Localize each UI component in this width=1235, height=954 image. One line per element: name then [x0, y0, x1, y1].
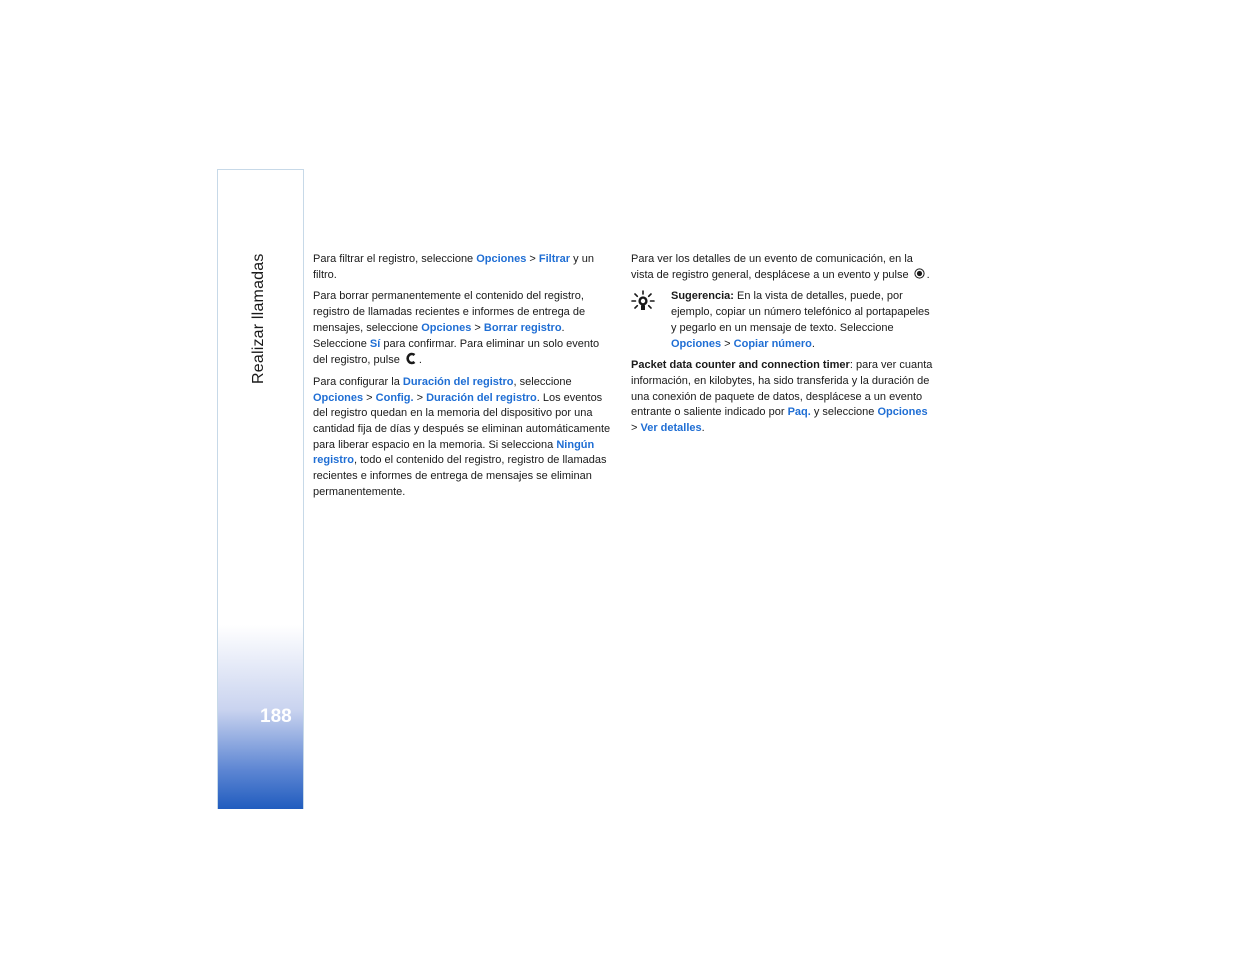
right-column: [631, 252, 933, 443]
left-column: [313, 252, 615, 507]
menu-borrar-registro: Borrar registro: [483, 321, 562, 334]
lightbulb-icon: [631, 290, 655, 312]
page-number: 188: [260, 706, 292, 727]
duration-paragraph: Para configurar la Duración del registro, seleccione Opciones > Config. > Duración del registro. Los eventos del registro quedan en la memoria del dispositivo por una cantidad fija de días y después se eliminan automáticamente para liberar espacio en la memoria. Si selecciona Ningún registro, todo el contenido del registro, registro de llamadas recientes e informes de entrega de mensajes se eliminan permanentemente.: [313, 375, 611, 498]
selection-key-icon: [914, 268, 925, 279]
menu-opciones: Opciones: [476, 253, 527, 265]
menu-opciones: Opciones: [877, 406, 928, 419]
menu-ver-detalles: Ver detalles: [640, 422, 702, 435]
menu-filtrar: Filtrar: [538, 253, 571, 265]
section-title: Realizar llamadas: [250, 253, 267, 384]
menu-opciones: Opciones: [313, 391, 364, 404]
tip-label: Sugerencia:: [671, 290, 734, 303]
menu-duracion-registro: Duración del registro: [426, 391, 537, 404]
option-si: Sí: [369, 337, 381, 350]
clear-key-icon: [405, 352, 417, 365]
tip-block: Sugerencia: En la vista de detalles, puede, por ejemplo, copiar un número telefónico al portapapeles y pegarlo en un mensaje de texto. Seleccione Opciones > Copiar número.: [631, 289, 933, 352]
details-paragraph: Para ver los detalles de un evento de comunicación, en la vista de registro general, desplácese a un evento y pulse .: [631, 253, 930, 281]
packet-data-heading: Packet data counter and connection timer: [631, 359, 850, 372]
packet-data-paragraph: Packet data counter and connection timer: para ver cuanta información, en kilobytes, ha sido transferida y la duración de una conexión de paquete de datos, desplácese a un evento entrante o saliente indicado por Paq. y seleccione Opciones > Ver detalles.: [631, 359, 933, 435]
indicator-paq: Paq.: [787, 406, 811, 419]
menu-opciones: Opciones: [671, 337, 722, 350]
delete-paragraph: Para borrar permanentemente el contenido del registro, registro de llamadas recientes e informes de entrega de mensajes, seleccione Opciones > Borrar registro. Seleccione Sí para confirmar. Para eliminar un solo evento del registro, pulse .: [313, 290, 600, 367]
menu-copiar-numero: Copiar número: [733, 337, 812, 350]
option-ningun-registro: Ningún registro: [313, 438, 595, 467]
menu-opciones: Opciones: [421, 321, 472, 334]
filter-paragraph: Para filtrar el registro, seleccione Opciones > Filtrar y un filtro.: [313, 253, 594, 281]
setting-duracion-registro: Duración del registro: [402, 375, 514, 388]
menu-config: Config.: [375, 391, 414, 404]
